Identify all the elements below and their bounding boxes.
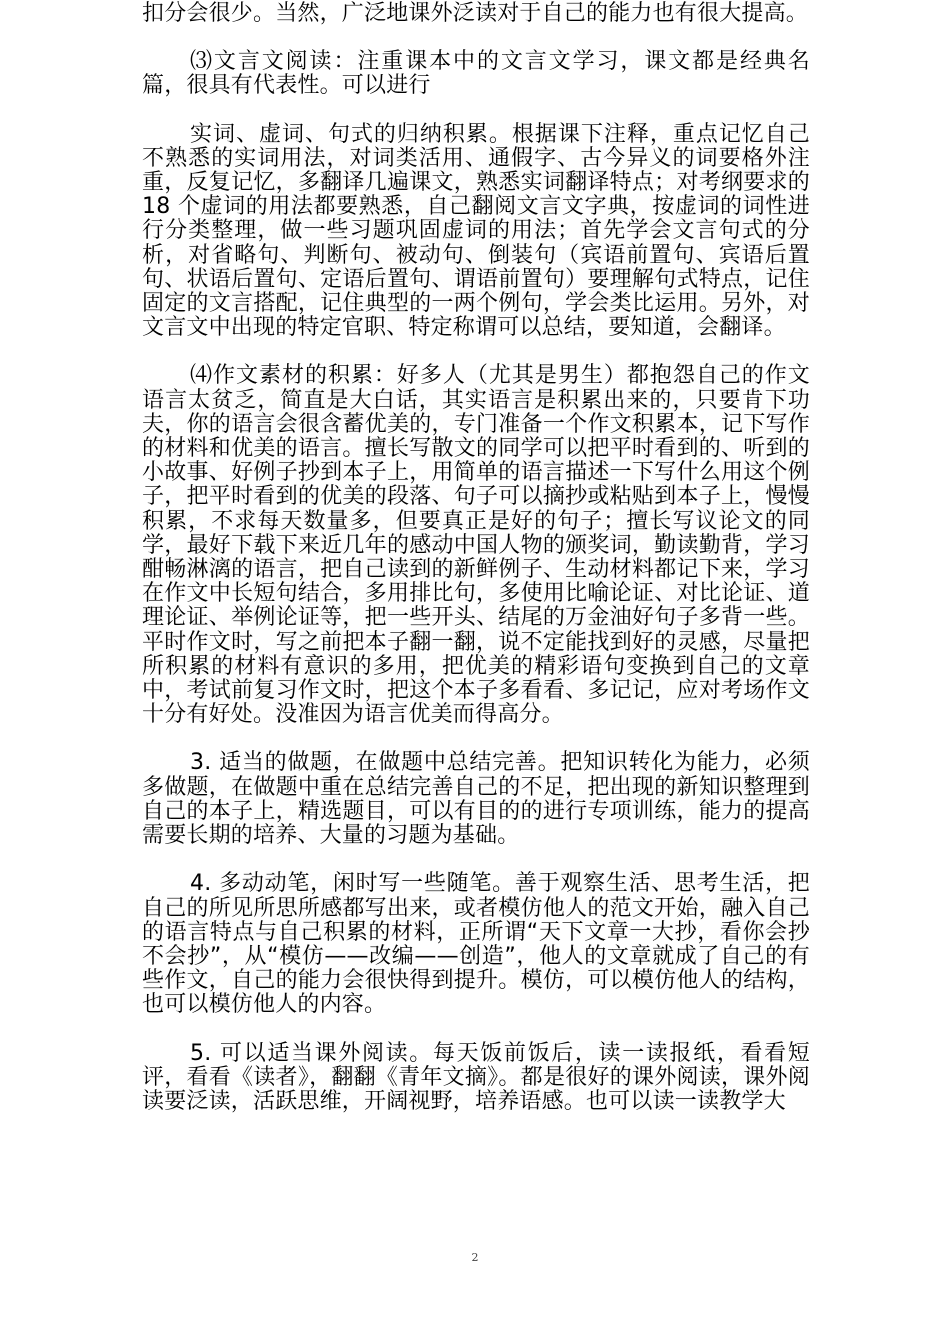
paragraph-writing-essays: 4. 多动动笔，闲时写一些随笔。善于观察生活、思考生活，把自己的所见所思所感都写出来，或者模仿他人的范文开始，融入自己的语言特点与自己积累的材料，正所谓“天下文章一大抄，看你会抄不会抄”，从“模仿——改编——创造”，他人的文章就成了自己的有些作文，自己的能力会很快得到提升。模仿，可以模仿他人的结构，也可以模仿他人的内容。 — [142, 871, 810, 1018]
paragraph-classical-details: 实词、虚词、句式的归纳积累。根据课下注释，重点记忆自己不熟悉的实词用法，对词类活用、通假字、古今异义的词要格外注重，反复记忆，多翻译几遍课文，熟悉实词翻译特点；对考纲要求的 18 个虚词的用法都要熟悉，自己翻阅文言文字典，按虚词的词性进行分类整理，做一些习题巩固虚词的用法；首先学会文言句式的分析，对省略句、判断句、被动句、倒装句（宾语前置句、宾语后置句、状语后置句、定语后置句、谓语前置句）要理解句式特点，记住固定的文言搭配，记住典型的一两个例句，学会类比运用。另外，对文言文中出现的特定官职、特定称谓可以总结，要知道，会翻译。 — [142, 121, 810, 341]
document-page — [142, 0, 810, 1138]
paragraph-continuation: 扣分会很少。当然，广泛地课外泛读对于自己的能力也有很大提高。 — [142, 1, 809, 26]
paragraph-writing-material: ⑷作文素材的积累：好多人（尤其是男生）都抱怨自己的作文语言太贫乏，简直是大白话，其实语言是积累出来的，只要肯下功夫，你的语言会很含蓄优美的，专门准备一个作文积累本，记下写作的材料和优美的语言。擅长写散文的同学可以把平时看到的、听到的小故事、好例子抄到本子上，用简单的语言描述一下写什么用这个例子，把平时看到的优美的段落、句子可以摘抄或粘贴到本子上，慢慢积累，不求每天数量多，但要真正是好的句子；擅长写议论文的同学，最好下载下来近几年的感动中国人物的颁奖词，勤读勤背，学习酣畅淋漓的语言，把自己读到的新鲜例子、生动材料都记下来，学习在作文中长短句结合，多用排比句，多使用比喻论证、对比论证、道理论证、举例论证等，把一些开头、结尾的万金油好句子多背一些。平时作文时，写之前把本子翻一翻，说不定能找到好的灵感，尽量把所积累的材料有意识的多用，把优美的精彩语句变换到自己的文章中，考试前复习作文时，把这个本子多看看、多记记，应对考场作文十分有好处。没准因为语言优美而得高分。 — [142, 363, 810, 728]
page-number: 2 — [471, 1251, 479, 1264]
paragraph-classical-reading: ⑶文言文阅读：注重课本中的文言文学习，课文都是经典名篇，很具有代表性。可以进行 — [142, 49, 810, 99]
paragraph-extracurricular-reading: 5. 可以适当课外阅读。每天饭前饭后，读一读报纸，看看短评，看看《读者》，翻翻《青年文摘》。都是很好的课外阅读，课外阅读要泛读，活跃思维，开阔视野，培养语感。也可以读一读教学大 — [142, 1040, 810, 1114]
paragraph-practice-questions: 3. 适当的做题，在做题中总结完善。把知识转化为能力，必须多做题，在做题中重在总结完善自己的不足，把出现的新知识整理到自己的本子上，精选题目，可以有目的的进行专项训练，能力的提高需要长期的培养、大量的习题为基础。 — [142, 750, 810, 849]
